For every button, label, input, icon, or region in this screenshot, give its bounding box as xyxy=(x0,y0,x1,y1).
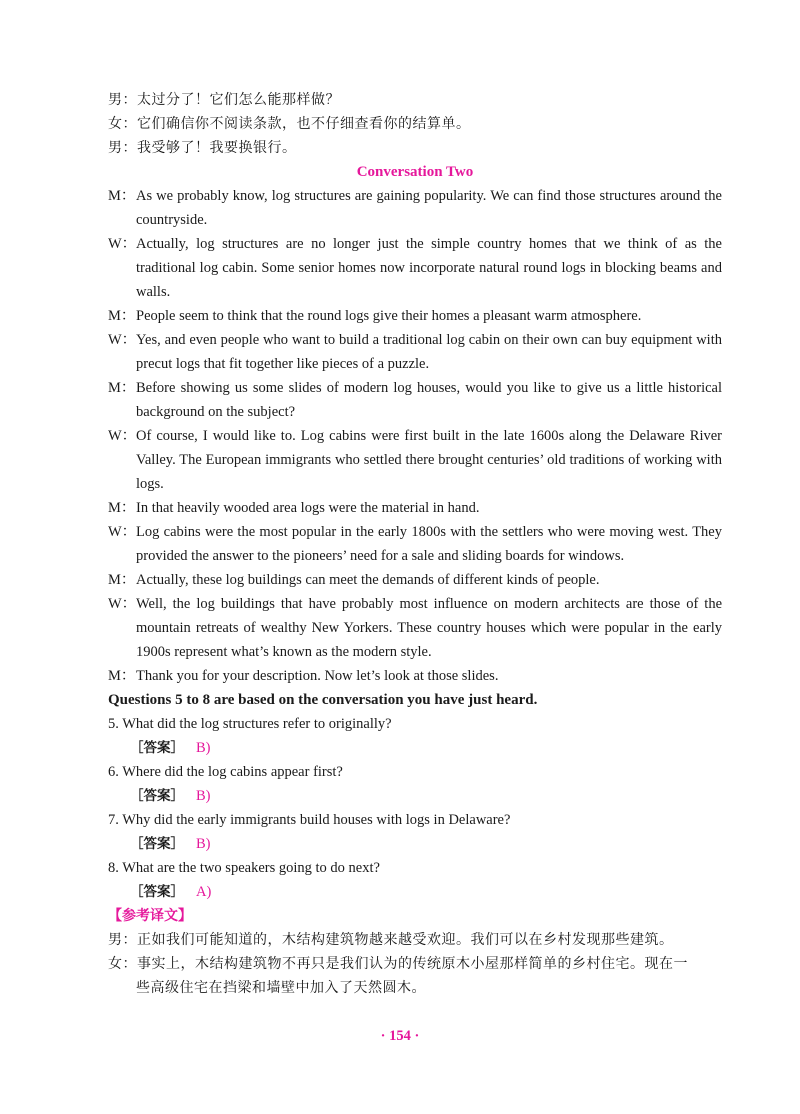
dialogue-turn xyxy=(108,424,722,496)
dialogue-text: Of course, I would like to. Log cabins were first built in the late 1600s along the Delaware River Valley. The European immigrants who settled there brought centuries’ old traditions of working with logs. xyxy=(136,428,722,492)
dialogue-turn xyxy=(108,184,722,232)
speaker-label: W： xyxy=(108,524,137,540)
answer-label: ［答案］ xyxy=(130,788,184,804)
dialogue-turn xyxy=(108,592,722,664)
answer-label: ［答案］ xyxy=(130,884,184,900)
speaker-label: M： xyxy=(108,500,136,516)
chinese-line: 男：太过分了！它们怎么能那样做？ xyxy=(108,92,340,108)
speaker-label: W： xyxy=(108,332,137,348)
dialogue-turn xyxy=(108,520,722,568)
answer-value: B) xyxy=(196,836,211,852)
dialogue-text: Well, the log buildings that have probably most influence on modern architects are those of the mountain retreats of wealthy New Yorkers. These country houses which were popular in the early 1900s represent what’s known as the modern style. xyxy=(136,596,722,660)
dialogue-turn xyxy=(108,496,722,520)
dialogue-turn xyxy=(108,568,722,592)
answer-row xyxy=(108,736,722,760)
dialogue-text: Actually, log structures are no longer just the simple country homes that we think of as the traditional log cabin. Some senior homes now incorporate natural round logs in blocking beams and walls. xyxy=(136,236,722,300)
dialogue-text: Before showing us some slides of modern log houses, would you like to give us a little historical background on the subject? xyxy=(136,380,722,420)
dialogue-text: People seem to think that the round logs give their homes a pleasant warm atmosphere. xyxy=(136,308,642,324)
answer-row xyxy=(108,880,722,904)
chinese-line: 些高级住宅在挡梁和墙壁中加入了天然圆木。 xyxy=(136,980,426,996)
dialogue-turn xyxy=(108,664,722,688)
chinese-line: 男：正如我们可能知道的，木结构建筑物越来越受欢迎。我们可以在乡村发现那些建筑。 xyxy=(108,932,674,948)
dialogue-text: Thank you for your description. Now let’s look at those slides. xyxy=(136,668,499,684)
answer-value: A) xyxy=(196,884,212,900)
answer-value: B) xyxy=(196,788,211,804)
speaker-label: M： xyxy=(108,188,136,204)
question: 8. What are the two speakers going to do next? xyxy=(108,860,380,876)
dialogue-text: Log cabins were the most popular in the early 1800s with the settlers who were moving west. They provided the answer to the pioneers’ need for a sale and sliding boards for windows. xyxy=(136,524,722,564)
speaker-label: M： xyxy=(108,572,136,588)
page-content xyxy=(108,88,722,1000)
dialogue-turn xyxy=(108,376,722,424)
question: 5. What did the log structures refer to originally? xyxy=(108,716,392,732)
speaker-label: M： xyxy=(108,308,136,324)
answer-value: B) xyxy=(196,740,211,756)
chinese-line: 女：事实上，木结构建筑物不再只是我们认为的传统原木小屋那样简单的乡村住宅。现在一 xyxy=(108,956,688,972)
answer-label: ［答案］ xyxy=(130,740,184,756)
chinese-line: 女：它们确信你不阅读条款，也不仔细查看你的结算单。 xyxy=(108,116,471,132)
question: 6. Where did the log cabins appear first? xyxy=(108,764,343,780)
dialogue-text: As we probably know, log structures are gaining popularity. We can find those structures around the countryside. xyxy=(136,188,722,228)
reference-translation-title: 【参考译文】 xyxy=(108,908,192,924)
dialogue-text: Actually, these log buildings can meet the demands of different kinds of people. xyxy=(136,572,600,588)
dialogue-text: In that heavily wooded area logs were the material in hand. xyxy=(136,500,480,516)
speaker-label: M： xyxy=(108,380,136,396)
answer-row xyxy=(108,784,722,808)
dialogue-text: Yes, and even people who want to build a traditional log cabin on their own can buy equipment with precut logs that fit together like pieces of a puzzle. xyxy=(136,332,722,372)
speaker-label: W： xyxy=(108,596,137,612)
dialogue-turn xyxy=(108,304,722,328)
speaker-label: W： xyxy=(108,428,137,444)
speaker-label: M： xyxy=(108,668,136,684)
questions-heading: Questions 5 to 8 are based on the conversation you have just heard. xyxy=(108,692,538,708)
question: 7. Why did the early immigrants build houses with logs in Delaware? xyxy=(108,812,511,828)
page-number: · 154 · xyxy=(380,1028,420,1044)
conversation-heading: Conversation Two xyxy=(356,164,474,180)
chinese-line: 男：我受够了！我要换银行。 xyxy=(108,140,297,156)
answer-label: ［答案］ xyxy=(130,836,184,852)
dialogue-turn xyxy=(108,232,722,304)
answer-row xyxy=(108,832,722,856)
dialogue-turn xyxy=(108,328,722,376)
speaker-label: W： xyxy=(108,236,137,252)
